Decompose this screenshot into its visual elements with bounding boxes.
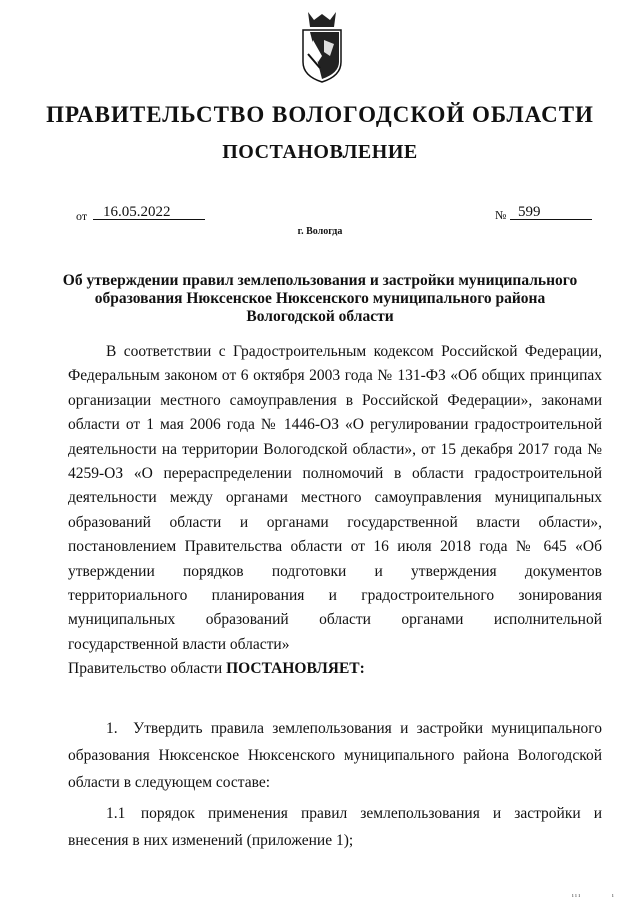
document-number: 599: [510, 204, 592, 220]
clause-1: 1. Утвердить правила землепользования и застройки муниципального образования Нюксенское Нюксенского муниципального района Вологодской области в следующем составе:: [68, 720, 602, 791]
decree-line: [68, 660, 365, 678]
document-subject: Об утверждении правил землепользования и застройки муниципального образования Нюксенское Нюксенского муниципального района Вологодской области: [62, 272, 578, 325]
scan-mark-right: ı: [612, 893, 614, 899]
government-title: ПРАВИТЕЛЬСТВО ВОЛОГОДСКОЙ ОБЛАСТИ: [46, 102, 594, 127]
decree-word: ПОСТАНОВЛЯЕТ:: [226, 660, 365, 677]
decree-prefix: Правительство области: [68, 660, 223, 677]
number-label: №: [495, 208, 507, 222]
clause-1-1: 1.1 порядок применения правил землепользования и застройки и внесения в них изменений (приложение 1);: [68, 805, 602, 849]
coat-of-arms-icon: [300, 10, 344, 84]
scan-mark-left: ı ı ı: [572, 893, 581, 899]
preamble-paragraph: В соответствии с Градостроительным кодексом Российской Федерации, Федеральным законом от 6 октября 2003 года № 131-ФЗ «Об общих принципах организации местного самоуправления в Российской Федерации», законами области от 1 мая 2006 года № 1446-ОЗ «О регулировании градостроительной деятельности на территории Вологодской области», от 15 декабря 2017 года № 4259-ОЗ «О перераспределении полномочий в области градостроительной деятельности между органами местного самоуправления муниципальных образований области и органами государственной власти области», постановлением Правительства области от 16 июля 2018 года № 645 «Об утверждении порядков подготовки и утверждения документов территориального планирования и градостроительного зонирования муниципальных образований области органами исполнительной государственной власти области»: [68, 343, 602, 653]
document-type: ПОСТАНОВЛЕНИЕ: [222, 141, 418, 163]
city-label: г. Вологда: [297, 226, 343, 237]
document-date: 16.05.2022: [93, 204, 205, 220]
date-label: от: [76, 209, 88, 223]
